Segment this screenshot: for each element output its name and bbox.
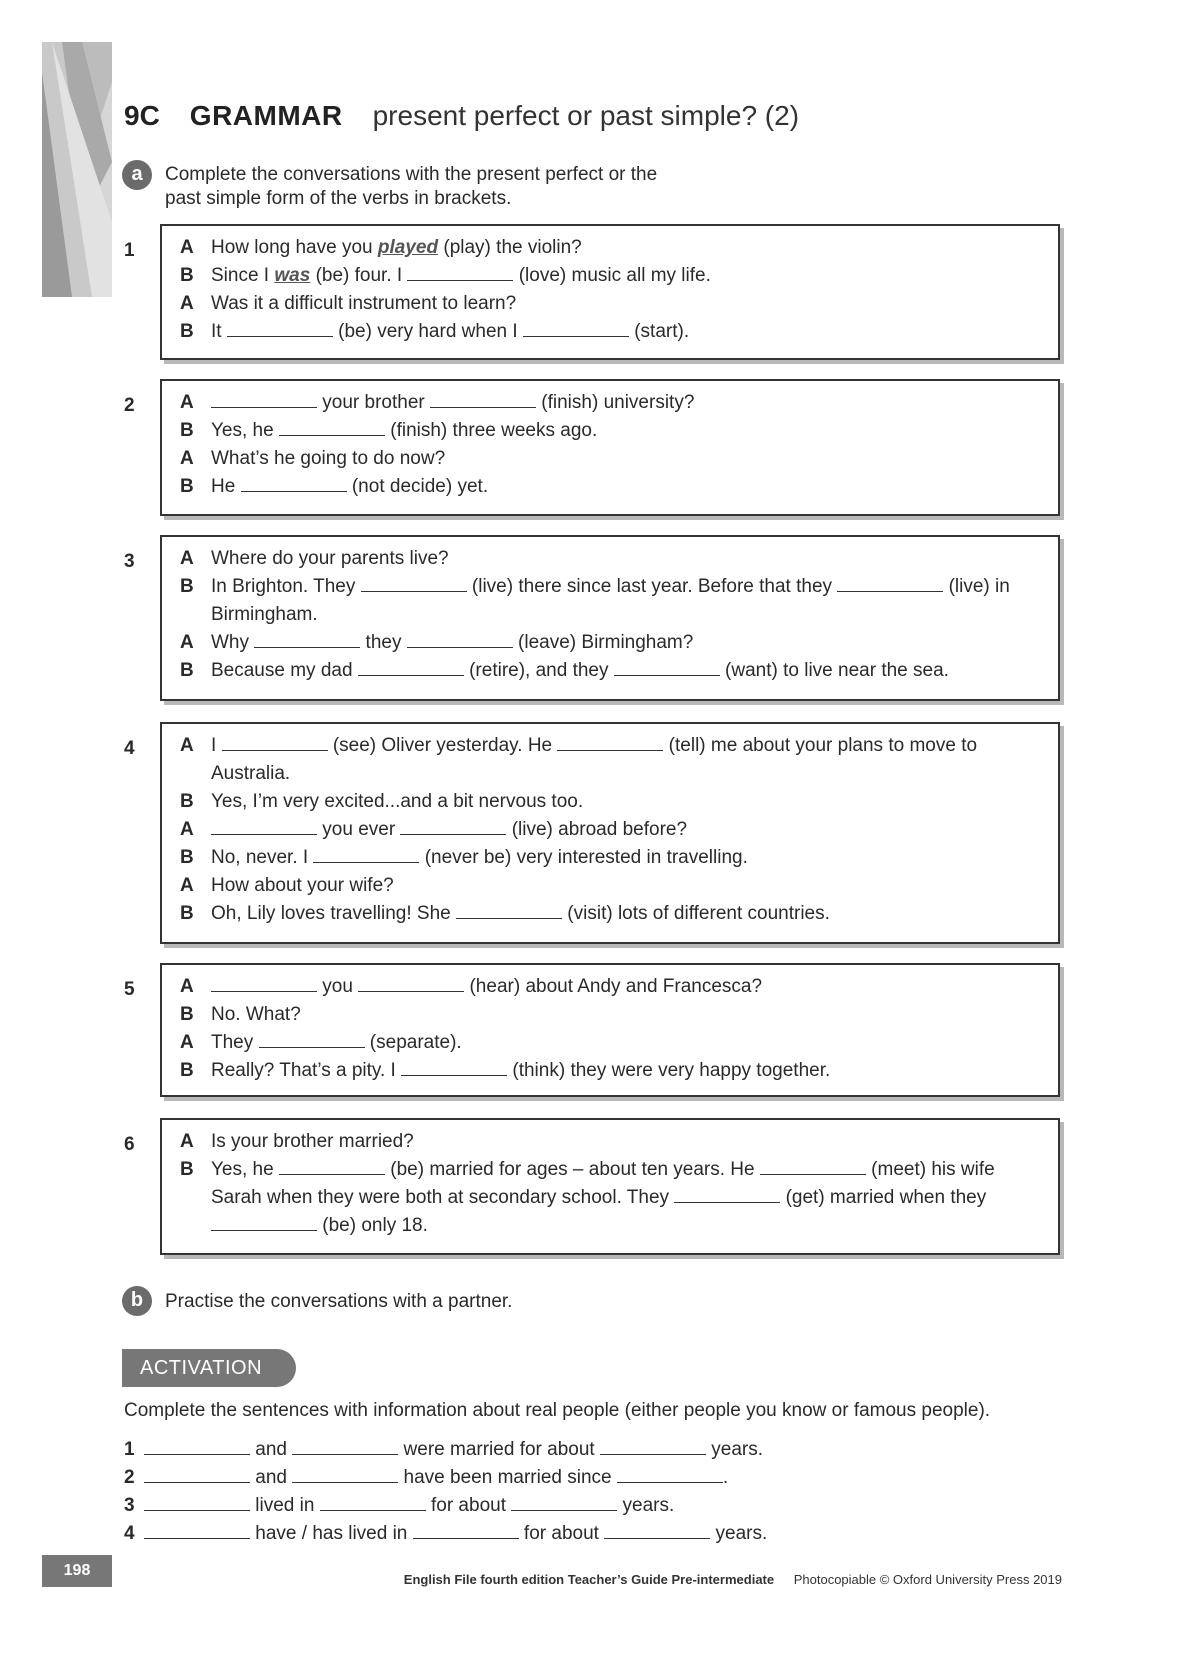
activation-list (124, 1436, 767, 1548)
dialogue-text (211, 1001, 1038, 1029)
line-text: He (211, 476, 241, 497)
answer-blank (407, 262, 513, 281)
dialogue-text (211, 1128, 1038, 1156)
line-text: have / has lived in (250, 1523, 413, 1544)
line-text: Since I (211, 265, 275, 286)
line-text: your brother (317, 392, 430, 413)
line-text: for about (425, 1495, 512, 1516)
activation-instruction: Complete the sentences with information about real people (either people you know or famous people). (124, 1400, 991, 1421)
dialogue-text (211, 389, 1038, 417)
answer-blank (407, 629, 513, 648)
line-text: How about your wife? (211, 875, 394, 896)
section-b-instruction: Practise the conversations with a partner. (165, 1291, 513, 1312)
answer-blank (211, 973, 317, 992)
line-text: (visit) lots of different countries. (562, 903, 830, 924)
line-text: Yes, I’m very excited...and a bit nervous too. (211, 791, 584, 812)
line-text: Yes, he (211, 420, 279, 441)
answer-blank (523, 318, 629, 337)
answer-blank (144, 1464, 250, 1483)
activation-item-number: 3 (124, 1495, 135, 1516)
dialogue-line (180, 1001, 1038, 1029)
dialogue-line (180, 445, 1038, 473)
speaker-label: B (180, 1159, 194, 1180)
answer-blank (254, 629, 360, 648)
answer-blank (144, 1520, 250, 1539)
line-text: (not decide) yet. (346, 476, 489, 497)
line-text: No. What? (211, 1004, 301, 1025)
conversation-4-number: 4 (124, 738, 135, 759)
line-text: (be) four. I (310, 265, 408, 286)
dialogue-line (180, 389, 1038, 417)
speaker-label: B (180, 791, 194, 812)
line-text: (finish) three weeks ago. (384, 420, 598, 441)
line-text: (want) to live near the sea. (719, 660, 949, 681)
conversation-3-number: 3 (124, 551, 135, 572)
answer-blank (456, 900, 562, 919)
answer-blank (400, 816, 506, 835)
answer-blank (211, 1212, 317, 1231)
dialogue-text (211, 872, 1038, 900)
dialogue-text (211, 262, 1038, 290)
activation-item-text (144, 1520, 767, 1548)
dialogue-line (180, 900, 1038, 928)
line-text: (start). (628, 321, 690, 342)
speaker-label: A (180, 448, 194, 469)
dialogue-text (211, 816, 1038, 844)
section-b-badge: b (122, 1286, 152, 1316)
line-text: (think) they were very happy together. (507, 1060, 831, 1081)
answer-blank (557, 732, 663, 751)
answer-blank (211, 389, 317, 408)
copyright-notice: Photocopiable © Oxford University Press 2019 (793, 1572, 1062, 1587)
dialogue-line (180, 872, 1038, 900)
speaker-label: A (180, 819, 194, 840)
speaker-label: A (180, 976, 194, 997)
answer-blank (292, 1436, 398, 1455)
speaker-label: A (180, 293, 194, 314)
answer-blank (600, 1436, 706, 1455)
line-text: (leave) Birmingham? (512, 632, 694, 653)
dialogue-text (211, 900, 1038, 928)
dialogue-line (180, 573, 1038, 629)
speaker-label: A (180, 875, 194, 896)
dialogue-text (211, 573, 1038, 629)
answer-blank (144, 1436, 250, 1455)
answer-blank (358, 973, 464, 992)
speaker-label: B (180, 903, 194, 924)
line-text: years. (710, 1523, 768, 1544)
section-a-instruction-line-1: Complete the conversations with the present perfect or the (165, 164, 658, 185)
answer-blank (241, 473, 347, 492)
dialogue-line (180, 417, 1038, 445)
conversation-1-number: 1 (124, 240, 135, 261)
line-text: you ever (317, 819, 401, 840)
dialogue-line (180, 657, 1038, 685)
section-a-instruction-line-2: past simple form of the verbs in brackets. (165, 188, 512, 209)
line-text: they (360, 632, 407, 653)
dialogue-line (180, 788, 1038, 816)
dialogue-text (211, 657, 1038, 685)
conversation-6-number: 6 (124, 1134, 135, 1155)
conversation-5-box (160, 963, 1060, 1097)
answer-blank (211, 816, 317, 835)
line-text: lived in (250, 1495, 320, 1516)
dialogue-text (211, 629, 1038, 657)
speaker-label: A (180, 1131, 194, 1152)
dialogue-text (211, 1029, 1038, 1057)
example-answer: played (377, 237, 439, 258)
speaker-label: A (180, 392, 194, 413)
example-answer: was (274, 265, 311, 286)
dialogue-line (180, 629, 1038, 657)
line-text: . (722, 1467, 729, 1488)
line-text: (be) married for ages – about ten years. He (384, 1159, 760, 1180)
line-text: and (250, 1467, 293, 1488)
line-text: I (211, 735, 222, 756)
answer-blank (313, 844, 419, 863)
dialogue-line (180, 545, 1038, 573)
page-footer (404, 1572, 1062, 1587)
speaker-label: A (180, 548, 194, 569)
dialogue-line (180, 732, 1038, 788)
answer-blank (358, 657, 464, 676)
conversation-3-box (160, 535, 1060, 701)
dialogue-line (180, 1156, 1038, 1240)
line-text: Really? That’s a pity. I (211, 1060, 402, 1081)
line-text: (retire), and they (463, 660, 614, 681)
speaker-label: A (180, 632, 194, 653)
line-text: (separate). (364, 1032, 462, 1053)
line-text: In Brighton. They (211, 576, 361, 597)
dialogue-text (211, 417, 1038, 445)
activation-item-text (144, 1464, 728, 1492)
dialogue-line (180, 234, 1038, 262)
activation-item-number: 2 (124, 1467, 135, 1488)
line-text: were married for about (398, 1439, 600, 1460)
answer-blank (361, 573, 467, 592)
line-text: years. (705, 1439, 763, 1460)
dialogue-line (180, 1029, 1038, 1057)
dialogue-text (211, 844, 1038, 872)
dialogue-line (180, 1128, 1038, 1156)
line-text: (be) very hard when I (332, 321, 523, 342)
line-text: What’s he going to do now? (211, 448, 446, 469)
line-text: It (211, 321, 227, 342)
page-heading (124, 100, 799, 142)
line-text: (live) in Birmingham. (211, 576, 1016, 625)
answer-blank (279, 1156, 385, 1175)
line-text: (love) music all my life. (513, 265, 711, 286)
dialogue-text (211, 473, 1038, 501)
line-text: (live) abroad before? (506, 819, 688, 840)
book-reference: English File fourth edition Teacher’s Guide Pre-intermediate (403, 1572, 775, 1587)
answer-blank (292, 1464, 398, 1483)
line-text: They (211, 1032, 259, 1053)
speaker-label: B (180, 265, 194, 286)
activation-item-text (144, 1436, 763, 1464)
line-text: you (317, 976, 359, 997)
line-text: Oh, Lily loves travelling! She (211, 903, 457, 924)
answer-blank (144, 1492, 250, 1511)
dialogue-line (180, 262, 1038, 290)
answer-blank (511, 1492, 617, 1511)
answer-blank (760, 1156, 866, 1175)
line-text: Was it a difficult instrument to learn? (211, 293, 517, 314)
section-a-badge: a (122, 160, 152, 190)
conversation-5-number: 5 (124, 979, 135, 1000)
speaker-label: B (180, 660, 194, 681)
dialogue-line (180, 844, 1038, 872)
line-text: (tell) me about your plans to move to Australia. (211, 735, 982, 784)
line-text: (be) only 18. (317, 1215, 428, 1236)
dialogue-line (180, 973, 1038, 1001)
line-text: How long have you (211, 237, 378, 258)
line-text: (finish) university? (536, 392, 695, 413)
activation-item (124, 1492, 767, 1520)
dialogue-text (211, 1057, 1038, 1085)
answer-blank (259, 1029, 365, 1048)
conversation-1-box (160, 224, 1060, 360)
line-text: No, never. I (211, 847, 314, 868)
lesson-code: 9C (124, 100, 160, 131)
conversation-2-box (160, 379, 1060, 516)
dialogue-line (180, 473, 1038, 501)
decorative-fan-graphic (42, 42, 112, 297)
dialogue-text (211, 788, 1038, 816)
page-number: 198 (42, 1555, 112, 1587)
line-text: have been married since (398, 1467, 617, 1488)
line-text: (see) Oliver yesterday. He (327, 735, 558, 756)
answer-blank (222, 732, 328, 751)
line-text: Why (211, 632, 255, 653)
line-text: (play) the violin? (438, 237, 582, 258)
line-text: Where do your parents live? (211, 548, 449, 569)
line-text: (get) married when they (780, 1187, 992, 1208)
speaker-label: B (180, 847, 194, 868)
section-a-instruction (165, 163, 657, 211)
speaker-label: A (180, 735, 194, 756)
answer-blank (413, 1520, 519, 1539)
conversation-2-number: 2 (124, 395, 135, 416)
speaker-label: B (180, 576, 194, 597)
speaker-label: B (180, 321, 194, 342)
lesson-topic: GRAMMAR (189, 100, 343, 131)
line-text: for about (518, 1523, 605, 1544)
activation-item (124, 1520, 767, 1548)
activation-item-text (144, 1492, 674, 1520)
conversation-4-box (160, 722, 1060, 944)
activation-item (124, 1436, 767, 1464)
speaker-label: B (180, 476, 194, 497)
line-text: Is your brother married? (211, 1131, 414, 1152)
answer-blank (604, 1520, 710, 1539)
dialogue-text (211, 234, 1038, 262)
dialogue-line (180, 1057, 1038, 1085)
lesson-subtitle: present perfect or past simple? (2) (372, 100, 800, 131)
activation-label: ACTIVATION (122, 1349, 296, 1387)
dialogue-text (211, 732, 1038, 788)
dialogue-text (211, 290, 1038, 318)
activation-item-number: 4 (124, 1523, 135, 1544)
dialogue-text (211, 545, 1038, 573)
answer-blank (614, 657, 720, 676)
line-text: (never be) very interested in travelling. (419, 847, 748, 868)
answer-blank (401, 1057, 507, 1076)
conversation-6-box (160, 1118, 1060, 1255)
line-text: Because my dad (211, 660, 358, 681)
line-text: (meet) his wife Sarah when they were both at secondary school. They (211, 1159, 1000, 1208)
speaker-label: B (180, 1004, 194, 1025)
answer-blank (227, 318, 333, 337)
line-text: (live) there since last year. Before that they (466, 576, 838, 597)
line-text: (hear) about Andy and Francesca? (464, 976, 763, 997)
answer-blank (837, 573, 943, 592)
dialogue-text (211, 318, 1038, 346)
activation-item (124, 1464, 767, 1492)
dialogue-line (180, 318, 1038, 346)
answer-blank (674, 1184, 780, 1203)
dialogue-text (211, 973, 1038, 1001)
answer-blank (279, 417, 385, 436)
answer-blank (430, 389, 536, 408)
answer-blank (617, 1464, 723, 1483)
dialogue-line (180, 290, 1038, 318)
line-text: Yes, he (211, 1159, 279, 1180)
line-text: and (250, 1439, 293, 1460)
line-text: years. (617, 1495, 675, 1516)
dialogue-line (180, 816, 1038, 844)
speaker-label: B (180, 420, 194, 441)
speaker-label: A (180, 1032, 194, 1053)
dialogue-text (211, 1156, 1038, 1240)
speaker-label: A (180, 237, 194, 258)
activation-item-number: 1 (124, 1439, 135, 1460)
dialogue-text (211, 445, 1038, 473)
answer-blank (320, 1492, 426, 1511)
speaker-label: B (180, 1060, 194, 1081)
